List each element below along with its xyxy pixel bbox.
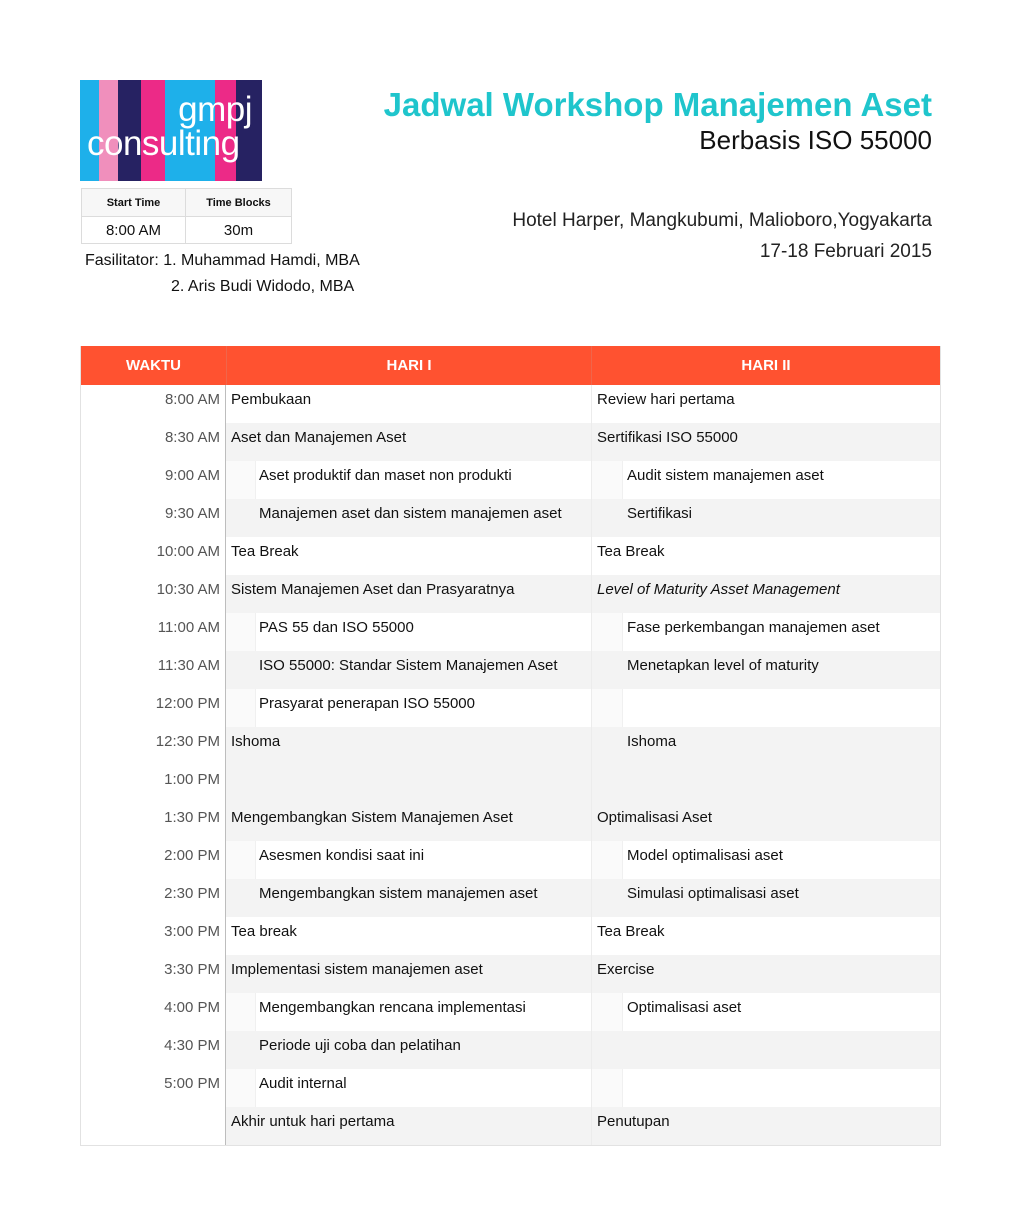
- hari-1-session: ISO 55000: Standar Sistem Manajemen Aset: [259, 657, 558, 674]
- hari-1-cell: [226, 499, 592, 537]
- table-row: [81, 1031, 940, 1069]
- table-row: [81, 917, 940, 955]
- hari-2-session: Tea Break: [597, 923, 665, 940]
- hari-2-cell: [592, 803, 940, 841]
- table-row: [81, 575, 940, 613]
- hari-1-cell: [226, 879, 592, 917]
- hari-1-cell: [226, 1069, 592, 1107]
- hari-2-cell: [592, 727, 940, 765]
- event-date: 17-18 Februari 2015: [759, 241, 932, 262]
- hari-2-cell: [592, 1107, 940, 1145]
- hari-1-session: Tea Break: [231, 543, 299, 560]
- hari-1-cell: [226, 803, 592, 841]
- table-row: [81, 993, 940, 1031]
- hari-2-cell: [592, 1031, 940, 1069]
- hari-1-cell: [226, 917, 592, 955]
- hari-1-session: Manajemen aset dan sistem manajemen aset: [259, 505, 562, 522]
- hari-2-cell: [592, 575, 940, 613]
- hari-1-session: Mengembangkan Sistem Manajemen Aset: [231, 809, 513, 826]
- hari-2-cell: [592, 423, 940, 461]
- hari-1-cell: [226, 461, 592, 499]
- table-row: [81, 765, 940, 803]
- hari-1-cell: [226, 765, 592, 803]
- column-header-hari-1: HARI I: [226, 346, 592, 385]
- schedule-body: [81, 385, 940, 1145]
- hari-2-cell: [592, 841, 940, 879]
- hari-1-cell: [226, 727, 592, 765]
- hari-1-session: Asesmen kondisi saat ini: [259, 847, 425, 864]
- hari-1-session: Mengembangkan rencana implementasi: [259, 999, 526, 1016]
- hari-2-cell: [592, 1069, 940, 1107]
- hari-1-session: Audit internal: [259, 1075, 347, 1092]
- venue: Hotel Harper, Mangkubumi, Malioboro,Yogyakarta: [512, 210, 932, 231]
- hari-2-cell: [592, 955, 940, 993]
- hari-1-session: Sistem Manajemen Aset dan Prasyaratnya: [231, 581, 515, 598]
- hari-1-cell: [226, 385, 592, 423]
- time-cell: 1:30 PM: [81, 803, 226, 841]
- table-row: [81, 423, 940, 461]
- time-cell: 4:00 PM: [81, 993, 226, 1031]
- hari-1-session: Akhir untuk hari pertama: [231, 1113, 395, 1130]
- hari-2-session: Model optimalisasi aset: [627, 847, 783, 864]
- time-cell: 12:00 PM: [81, 689, 226, 727]
- table-row: [81, 1107, 940, 1145]
- hari-2-cell: [592, 461, 940, 499]
- time-cell: 9:00 AM: [81, 461, 226, 499]
- table-row: [81, 651, 940, 689]
- hari-1-session: Tea break: [231, 923, 297, 940]
- hari-2-cell: [592, 689, 940, 727]
- hari-1-cell: [226, 841, 592, 879]
- table-row: [81, 955, 940, 993]
- table-row: [81, 613, 940, 651]
- hari-2-session: Review hari pertama: [597, 391, 735, 408]
- hari-1-session: Aset dan Manajemen Aset: [231, 429, 407, 446]
- table-row: [81, 727, 940, 765]
- hari-1-cell: [226, 613, 592, 651]
- hari-2-cell: [592, 917, 940, 955]
- logo-text-consulting: consulting: [87, 124, 240, 163]
- time-cell: 10:30 AM: [81, 575, 226, 613]
- time-cell: 8:30 AM: [81, 423, 226, 461]
- time-cell: 3:00 PM: [81, 917, 226, 955]
- hari-1-session: Ishoma: [231, 733, 281, 750]
- hari-2-session: Menetapkan level of maturity: [627, 657, 819, 674]
- hari-2-session: Audit sistem manajemen aset: [627, 467, 824, 484]
- hari-1-session: Prasyarat penerapan ISO 55000: [259, 695, 475, 712]
- hari-2-session: Exercise: [597, 961, 655, 978]
- hari-2-cell: [592, 879, 940, 917]
- page-subtitle: Berbasis ISO 55000: [699, 125, 932, 155]
- hari-2-cell: [592, 499, 940, 537]
- hari-1-cell: [226, 575, 592, 613]
- time-cell: 9:30 AM: [81, 499, 226, 537]
- time-cell: 4:30 PM: [81, 1031, 226, 1069]
- hari-2-cell: [592, 765, 940, 803]
- hari-2-session: Fase perkembangan manajemen aset: [627, 619, 880, 636]
- time-blocks-header: Time Blocks: [186, 189, 292, 217]
- hari-2-cell: [592, 651, 940, 689]
- table-row: [81, 461, 940, 499]
- time-cell: [81, 1107, 226, 1145]
- hari-2-session: Ishoma: [627, 733, 677, 750]
- hari-1-session: Mengembangkan sistem manajemen aset: [259, 885, 538, 902]
- hari-2-cell: [592, 993, 940, 1031]
- table-row: [81, 879, 940, 917]
- column-header-waktu: WAKTU: [126, 357, 181, 374]
- hari-2-session: Optimalisasi aset: [627, 999, 742, 1016]
- time-cell: 11:30 AM: [81, 651, 226, 689]
- facilitator-2: 2. Aris Budi Widodo, MBA: [171, 278, 355, 295]
- table-row: [81, 689, 940, 727]
- hari-1-cell: [226, 689, 592, 727]
- hari-1-session: PAS 55 dan ISO 55000: [259, 619, 414, 636]
- table-row: [81, 803, 940, 841]
- start-time-table: [81, 188, 292, 244]
- hari-1-cell: [226, 651, 592, 689]
- time-cell: 12:30 PM: [81, 727, 226, 765]
- hari-2-session: Penutupan: [597, 1113, 670, 1130]
- page-title: Jadwal Workshop Manajemen Aset: [383, 86, 932, 123]
- facilitators: [85, 248, 360, 300]
- hari-2-session: Tea Break: [597, 543, 665, 560]
- start-time-header: Start Time: [82, 189, 186, 217]
- start-time-value: 8:00 AM: [82, 217, 186, 244]
- time-cell: 10:00 AM: [81, 537, 226, 575]
- schedule-table: [80, 346, 941, 1146]
- table-row: [81, 385, 940, 423]
- column-header-hari-2: HARI II: [741, 357, 791, 374]
- hari-2-session: Optimalisasi Aset: [597, 809, 713, 826]
- company-logo: [80, 80, 262, 181]
- time-cell: 2:00 PM: [81, 841, 226, 879]
- table-row: [81, 499, 940, 537]
- hari-2-session: Simulasi optimalisasi aset: [627, 885, 799, 902]
- hari-1-session: Periode uji coba dan pelatihan: [259, 1037, 461, 1054]
- hari-1-cell: [226, 1031, 592, 1069]
- time-cell: 11:00 AM: [81, 613, 226, 651]
- facilitator-1: Fasilitator: 1. Muhammad Hamdi, MBA: [85, 252, 360, 269]
- hari-2-cell: [592, 537, 940, 575]
- hari-1-session: Aset produktif dan maset non produkti: [259, 467, 512, 484]
- time-cell: 8:00 AM: [81, 385, 226, 423]
- hari-1-cell: [226, 993, 592, 1031]
- hari-1-cell: [226, 537, 592, 575]
- table-row: [81, 1069, 940, 1107]
- time-cell: 5:00 PM: [81, 1069, 226, 1107]
- hari-2-session: Sertifikasi: [627, 505, 693, 522]
- schedule-header: [81, 346, 940, 385]
- hari-1-cell: [226, 955, 592, 993]
- hari-2-cell: [592, 613, 940, 651]
- time-cell: 1:00 PM: [81, 765, 226, 803]
- hari-1-session: Pembukaan: [231, 391, 312, 408]
- hari-1-session: Implementasi sistem manajemen aset: [231, 961, 483, 978]
- time-cell: 2:30 PM: [81, 879, 226, 917]
- hari-2-session: Sertifikasi ISO 55000: [597, 429, 738, 446]
- time-blocks-value: 30m: [186, 217, 292, 244]
- hari-2-session: Level of Maturity Asset Management: [597, 581, 840, 598]
- table-row: [81, 841, 940, 879]
- hari-2-cell: [592, 385, 940, 423]
- hari-1-cell: [226, 1107, 592, 1145]
- time-cell: 3:30 PM: [81, 955, 226, 993]
- hari-1-cell: [226, 423, 592, 461]
- logo-text-gmpj: gmpj: [178, 90, 252, 129]
- table-row: [81, 537, 940, 575]
